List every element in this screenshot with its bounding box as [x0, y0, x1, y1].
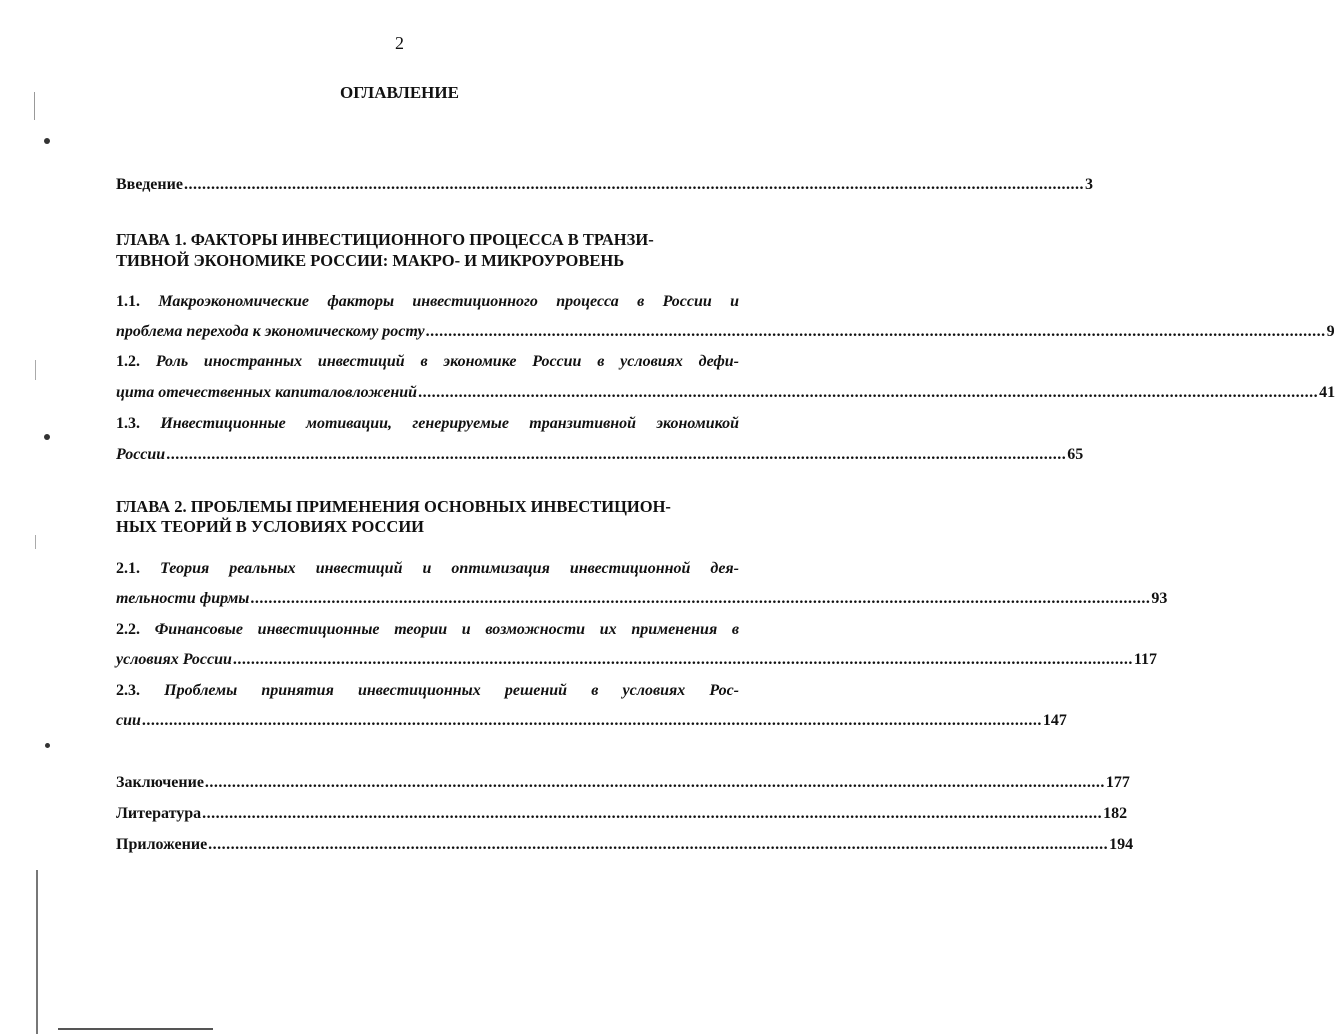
toc-entry-literature[interactable] [116, 804, 1128, 824]
toc-entry-2-2-cont[interactable] [116, 650, 1158, 670]
scan-artifact-dot [44, 434, 50, 440]
dot-leader: ........................................................................................................................................................................................................ [250, 590, 1151, 607]
dot-leader: ........................................................................................................................................................................................................ [232, 651, 1133, 668]
section-title-line-2: России [116, 446, 166, 463]
section-number: 1.3. [116, 415, 140, 432]
toc-entry-page: 41 [1319, 384, 1335, 401]
dot-leader: ........................................................................................................................................................................................................ [166, 446, 1067, 463]
toc-entry-page: 65 [1067, 446, 1084, 463]
toc-entry-2-3-cont[interactable] [116, 711, 1067, 731]
toc-entry-1-3-cont[interactable] [116, 445, 1084, 465]
dot-leader: ........................................................................................................................................................................................................ [208, 836, 1109, 853]
chapter-2-title-line-2[interactable]: НЫХ ТЕОРИЙ В УСЛОВИЯХ РОССИИ [116, 517, 424, 536]
toc-entry-label: Заключение [116, 774, 204, 791]
toc-entry-2-1-cont[interactable] [116, 589, 1168, 609]
dot-leader: ........................................................................................................................................................................................................ [141, 712, 1042, 729]
chapter-2-title-line-1[interactable]: ГЛАВА 2. ПРОБЛЕМЫ ПРИМЕНЕНИЯ ОСНОВНЫХ ИНВЕСТИЦИОН- [116, 497, 671, 516]
scan-artifact-dot [45, 743, 50, 748]
toc-entry-label: Приложение [116, 836, 208, 853]
toc-entry-page: 147 [1042, 712, 1067, 729]
toc-entry-page: 177 [1105, 774, 1130, 791]
toc-entry-page: 93 [1151, 590, 1168, 607]
toc-entry-page: 117 [1133, 651, 1158, 668]
dot-leader: ........................................................................................................................................................................................................ [204, 774, 1105, 791]
scan-artifact-dot [44, 138, 50, 144]
section-number: 1.2. [116, 353, 140, 370]
toc-entry-introduction[interactable] [116, 175, 1093, 195]
dot-leader: ........................................................................................................................................................................................................ [418, 384, 1319, 401]
page-number: 2 [395, 33, 404, 53]
toc-entry-conclusion[interactable] [116, 773, 1130, 793]
section-number: 1.1. [116, 293, 140, 310]
dot-leader: ........................................................................................................................................................................................................ [183, 176, 1084, 193]
toc-title: ОГЛАВЛЕНИЕ [340, 83, 459, 102]
scan-artifact-line [35, 535, 36, 549]
section-title-line-2: проблема перехода к экономическому росту [116, 323, 425, 340]
section-title-line-1: Теория реальных инвестиций и оптимизация инвестиционной дея- [160, 560, 740, 577]
chapter-1-title-line-1[interactable]: ГЛАВА 1. ФАКТОРЫ ИНВЕСТИЦИОННОГО ПРОЦЕССА В ТРАНЗИ- [116, 230, 654, 249]
section-title-line-2: цита отечественных капиталовложений [116, 384, 418, 401]
dot-leader: ........................................................................................................................................................................................................ [202, 805, 1103, 822]
scan-artifact-line [35, 360, 36, 380]
section-title-line-2: условиях России [116, 651, 232, 668]
section-title-line-1: Роль иностранных инвестиций в экономике России в условиях дефи- [155, 353, 740, 370]
section-title-line-1: Макроэкономические факторы инвестиционного процесса в России и [158, 293, 739, 310]
section-title-line-2: сии [116, 712, 141, 729]
toc-entry-page: 182 [1103, 805, 1128, 822]
scan-artifact-line [58, 1028, 213, 1030]
toc-entry-1-2-cont[interactable] [116, 383, 1335, 403]
section-title-line-1: Финансовые инвестиционные теории и возможности их применения в [154, 621, 740, 638]
toc-entry-1-3[interactable] [116, 414, 739, 434]
section-title-line-1: Инвестиционные мотивации, генерируемые транзитивной экономикой [160, 415, 740, 432]
toc-entry-1-1-cont[interactable] [116, 322, 1335, 342]
section-title-line-1: Проблемы принятия инвестиционных решений в условиях Рос- [164, 682, 740, 699]
toc-entry-2-3[interactable] [116, 681, 739, 701]
chapter-1-title-line-2[interactable]: ТИВНОЙ ЭКОНОМИКЕ РОССИИ: МАКРО- И МИКРОУРОВЕНЬ [116, 251, 625, 270]
toc-entry-page: 3 [1084, 176, 1093, 193]
toc-entry-1-1[interactable] [116, 292, 739, 312]
toc-entry-2-1[interactable] [116, 559, 739, 579]
toc-entry-appendix[interactable] [116, 835, 1134, 855]
scan-artifact-line [34, 92, 35, 120]
toc-entry-page: 194 [1109, 836, 1134, 853]
section-number: 2.3. [116, 682, 140, 699]
dot-leader: ........................................................................................................................................................................................................ [425, 323, 1326, 340]
section-number: 2.2. [116, 621, 140, 638]
toc-entry-label: Введение [116, 176, 183, 193]
toc-entry-page: 9 [1326, 323, 1335, 340]
toc-entry-1-2[interactable] [116, 352, 739, 372]
toc-entry-2-2[interactable] [116, 620, 739, 640]
scan-artifact-line [36, 870, 38, 1034]
section-number: 2.1. [116, 560, 140, 577]
section-title-line-2: тельности фирмы [116, 590, 250, 607]
toc-entry-label: Литература [116, 805, 202, 822]
